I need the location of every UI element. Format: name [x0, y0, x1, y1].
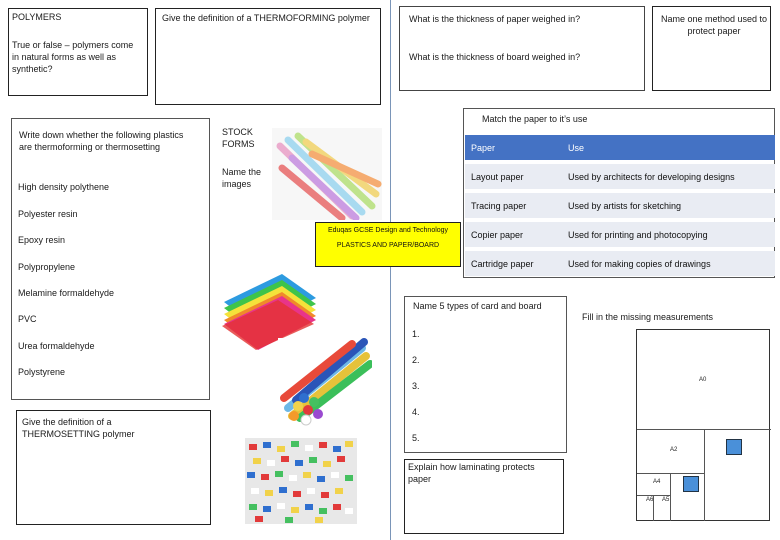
polymers-box: [8, 8, 148, 96]
card-board-item: 5.: [412, 433, 420, 443]
table-header-row: [465, 135, 775, 160]
table-row: [465, 222, 775, 247]
plastic-item: Polyester resin: [18, 209, 78, 219]
paper-cell: Copier paper: [465, 222, 562, 247]
paper-thickness-question: What is the thickness of paper weighed in?: [409, 14, 581, 24]
plastic-item: Polypropylene: [18, 262, 76, 272]
thermosetting-question: Give the definition of a THERMOSETTING polymer: [22, 417, 135, 439]
blank-size-box[interactable]: [726, 439, 742, 455]
table-row: [465, 164, 775, 189]
divider-line: [670, 473, 671, 521]
thermosetting-box: [16, 410, 211, 525]
plastic-item: Urea formaldehyde: [18, 341, 95, 351]
header-use: Use: [562, 135, 775, 160]
plastics-question: Write down whether the following plastics are thermoforming or thermosetting: [19, 130, 186, 152]
match-title: Match the paper to it’s use: [482, 114, 588, 124]
thermoforming-question: Give the definition of a THERMOFORMING polymer: [162, 13, 370, 23]
plastic-item: Melamine formaldehyde: [18, 288, 115, 298]
paper-cell: Cartridge paper: [465, 251, 562, 276]
use-cell: Used by artists for sketching: [562, 193, 775, 218]
header-paper: Paper: [465, 135, 562, 160]
measurements-title: Fill in the missing measurements: [582, 312, 714, 322]
size-label-a6: A6: [646, 497, 654, 503]
use-cell: Used by architects for developing designs: [562, 164, 775, 189]
plastics-box: [11, 118, 210, 400]
blank-size-box[interactable]: [683, 476, 699, 492]
size-label-a5: A5: [662, 497, 670, 503]
paper-cell: Tracing paper: [465, 193, 562, 218]
polymers-title: POLYMERS: [12, 12, 62, 22]
plastic-granules-image: [245, 438, 357, 524]
plastic-tubes-image: [272, 128, 382, 220]
paper-cell: Layout paper: [465, 164, 562, 189]
protect-box: [652, 6, 771, 91]
course-banner: [315, 222, 461, 267]
size-label-a0: A0: [699, 377, 707, 383]
banner-line-2: PLASTICS AND PAPER/BOARD: [336, 242, 440, 249]
table-row: [465, 193, 775, 218]
protect-question: Name one method used to protect paper: [660, 14, 770, 36]
use-cell: Used for printing and photocopying: [562, 222, 775, 247]
card-board-item: 4.: [412, 407, 420, 417]
card-board-item: 1.: [412, 329, 420, 339]
use-cell: Used for making copies of drawings: [562, 251, 775, 276]
size-label-a2: A2: [670, 447, 678, 453]
board-thickness-question: What is the thickness of board weighed in?: [409, 52, 581, 62]
laminating-question: Explain how laminating protects paper: [408, 462, 538, 484]
thermoforming-box: [155, 8, 381, 105]
centre-divider: [390, 0, 391, 540]
plastic-item: Epoxy resin: [18, 235, 66, 245]
paper-use-table: [465, 131, 775, 280]
size-label-a4: A4: [653, 479, 661, 485]
name-images-label: Name the images: [222, 167, 264, 189]
divider-line: [704, 429, 705, 521]
thickness-box: [399, 6, 645, 91]
laminating-box: [404, 459, 564, 534]
plastic-item: PVC: [18, 314, 37, 324]
banner-line-1: Eduqas GCSE Design and Technology: [327, 227, 449, 234]
card-board-item: 2.: [412, 355, 420, 365]
plastic-rods-image: [278, 338, 372, 428]
true-false-question: True or false – polymers come in natural forms as well as synthetic?: [12, 40, 136, 74]
plastic-item: High density polythene: [18, 182, 110, 192]
card-board-question: Name 5 types of card and board: [413, 301, 542, 311]
card-board-item: 3.: [412, 381, 420, 391]
plastic-item: Polystyrene: [18, 367, 66, 377]
table-row: [465, 251, 775, 276]
paper-sizes-diagram: [636, 329, 770, 521]
stock-forms-label: STOCK FORMS: [222, 127, 256, 149]
card-board-box: [404, 296, 567, 453]
